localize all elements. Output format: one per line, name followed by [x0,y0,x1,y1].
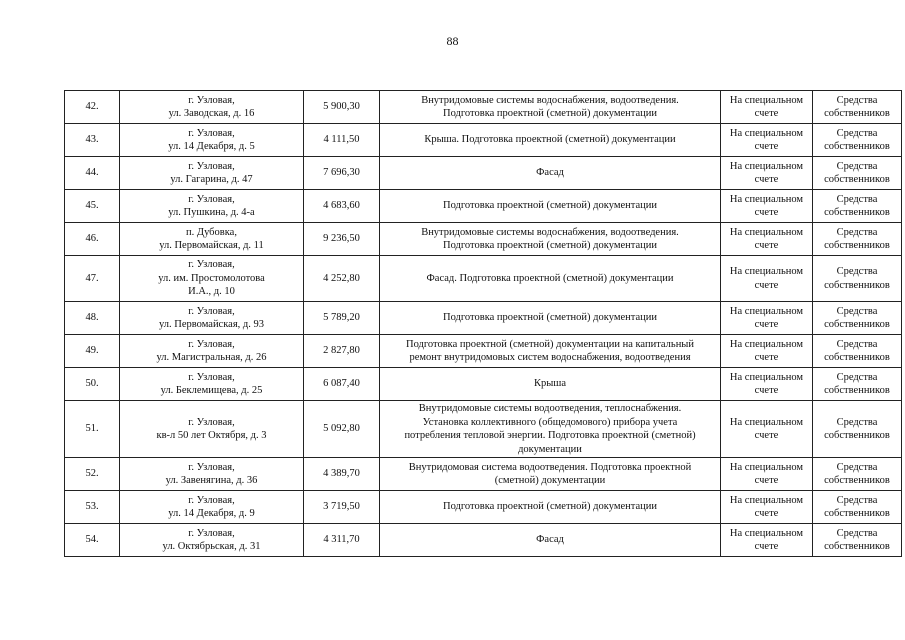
src-line: собственников [824,541,890,552]
acct-line: На специальном [729,416,804,428]
src-line: собственников [824,352,890,363]
funding-source-cell [813,458,902,491]
acct-line: На специальном [729,461,804,473]
addr-line: ул. Октябрьская, д. 31 [162,541,261,552]
row-number: 47. [65,256,120,302]
row-number: 42. [65,91,120,124]
src-line: Средства [836,226,878,238]
works-cell [380,302,721,335]
addr-line: ул. Гагарина, д. 47 [170,174,253,185]
src-line: Средства [836,193,878,205]
table-row [65,458,902,491]
works-cell [380,458,721,491]
src-line: собственников [824,141,890,152]
acct-line: счете [754,352,779,363]
cost-cell: 4 683,60 [304,190,380,223]
address-cell [120,256,304,302]
row-number: 48. [65,302,120,335]
src-line: Средства [836,127,878,139]
works-cell [380,157,721,190]
account-cell [721,157,813,190]
cost-cell: 4 389,70 [304,458,380,491]
table-row [65,401,902,458]
funding-source-cell [813,491,902,524]
works-cell [380,256,721,302]
funding-source-cell [813,256,902,302]
addr-line: ул. 14 Декабря, д. 5 [168,141,255,152]
acct-line: счете [754,279,779,291]
address-cell [120,124,304,157]
works-line: ремонт внутридомовых систем водоснабжения, водоотведения [409,352,691,363]
addr-line: г. Узловая, [188,160,235,172]
address-cell [120,302,304,335]
acct-line: На специальном [729,527,804,539]
works-line: потребления тепловой энергии. Подготовка проектной (сметной) [404,430,696,441]
address-cell [120,91,304,124]
works-cell [380,124,721,157]
acct-line: На специальном [729,193,804,205]
works-line: Внутридомовые системы водоотведения, теплоснабжения. [418,403,682,414]
works-line: (сметной) документации [494,475,606,486]
addr-line: г. Узловая, [188,259,235,271]
src-line: собственников [824,508,890,519]
row-number: 54. [65,524,120,557]
acct-line: На специальном [729,127,804,139]
address-cell [120,368,304,401]
addr-line: г. Узловая, [188,371,235,383]
cost-cell: 4 311,70 [304,524,380,557]
addr-line: ул. Пушкина, д. 4-а [168,207,255,218]
funding-source-cell [813,124,902,157]
funding-source-cell [813,91,902,124]
acct-line: счете [754,141,779,152]
acct-line: На специальном [729,160,804,172]
funding-source-cell [813,401,902,458]
src-line: Средства [836,461,878,473]
works-line: Подготовка проектной (сметной) документации [443,501,657,513]
works-line: Крыша [533,378,567,390]
addr-line: г. Узловая, [188,416,235,428]
works-line: Установка коллективного (общедомового) прибора учета [422,416,678,428]
src-line: собственников [824,319,890,330]
address-cell [120,458,304,491]
funding-source-cell [813,368,902,401]
works-line: Внутридомовые системы водоснабжения, водоотведения. [421,94,679,106]
cost-cell: 4 252,80 [304,256,380,302]
account-cell [721,256,813,302]
account-cell [721,190,813,223]
table-row [65,335,902,368]
works-cell [380,190,721,223]
page-number: 88 [446,34,459,48]
table-row [65,368,902,401]
table-row [65,190,902,223]
address-cell [120,401,304,458]
works-cell [380,223,721,256]
funding-source-cell [813,223,902,256]
account-cell [721,524,813,557]
works-cell [380,368,721,401]
row-number: 49. [65,335,120,368]
works-line: Внутридомовая система водоотведения. Подготовка проектной [408,461,692,473]
src-line: Средства [836,305,878,317]
funding-source-cell [813,524,902,557]
table-row [65,302,902,335]
cost-cell: 5 900,30 [304,91,380,124]
works-line: Подготовка проектной (сметной) документации на капитальный [406,338,694,350]
cost-cell: 5 092,80 [304,401,380,458]
src-line: Средства [836,266,878,277]
src-line: собственников [824,108,890,119]
src-line: Средства [836,94,878,106]
account-cell [721,458,813,491]
addr-line: кв-л 50 лет Октября, д. 3 [156,430,267,441]
acct-line: счете [754,475,779,486]
account-cell [721,223,813,256]
src-line: собственников [824,174,890,185]
works-line: Фасад. Подготовка проектной (сметной) документации [426,272,674,284]
acct-line: На специальном [729,494,804,506]
cost-cell: 4 111,50 [304,124,380,157]
src-line: Средства [836,416,878,428]
row-number: 43. [65,124,120,157]
works-line: Фасад [536,167,564,179]
addr-line: ул. Магистральная, д. 26 [156,352,267,363]
addr-line: ул. Первомайская, д. 11 [159,240,264,251]
src-line: собственников [824,430,890,441]
addr-line: г. Узловая, [188,305,235,317]
src-line: Средства [836,527,878,539]
account-cell [721,124,813,157]
addr-line: ул. Заводская, д. 16 [168,108,255,119]
src-line: Средства [836,494,878,506]
row-number: 44. [65,157,120,190]
account-cell [721,335,813,368]
addr-line: г. Узловая, [188,461,235,473]
works-line: Подготовка проектной (сметной) документации [443,240,657,251]
works-cell [380,335,721,368]
addr-line: г. Узловая, [188,527,235,539]
works-line: Фасад [536,534,564,546]
acct-line: На специальном [729,94,804,106]
addr-line: И.А., д. 10 [188,286,235,298]
funding-source-cell [813,302,902,335]
works-line: документации [518,443,582,455]
src-line: собственников [824,475,890,486]
works-cell [380,401,721,458]
addr-line: ул. Завенягина, д. 36 [165,475,258,486]
addr-line: ул. Беклемищева, д. 25 [160,385,263,396]
works-line: Подготовка проектной (сметной) документации [443,312,657,324]
funding-source-cell [813,190,902,223]
acct-line: счете [754,174,779,185]
table-row [65,256,902,302]
addr-line: г. Узловая, [188,193,235,205]
acct-line: На специальном [729,338,804,350]
acct-line: счете [754,207,779,218]
row-number: 53. [65,491,120,524]
address-cell [120,491,304,524]
acct-line: счете [754,541,779,552]
row-number: 46. [65,223,120,256]
src-line: Средства [836,160,878,172]
row-number: 51. [65,401,120,458]
acct-line: счете [754,385,779,396]
account-cell [721,401,813,458]
account-cell [721,491,813,524]
works-line: Подготовка проектной (сметной) документации [443,200,657,212]
works-line: Внутридомовые системы водоснабжения, водоотведения. [421,226,679,238]
acct-line: На специальном [729,371,804,383]
address-cell [120,335,304,368]
works-cell [380,491,721,524]
address-cell [120,190,304,223]
addr-line: ул. им. Простомолотова [158,272,265,284]
works-line: Подготовка проектной (сметной) документации [443,108,657,119]
address-cell [120,157,304,190]
cost-cell: 3 719,50 [304,491,380,524]
row-number: 50. [65,368,120,401]
table-row [65,157,902,190]
repair-registry-table [64,90,902,557]
addr-line: ул. 14 Декабря, д. 9 [168,508,255,519]
cost-cell: 7 696,30 [304,157,380,190]
cost-cell: 5 789,20 [304,302,380,335]
addr-line: ул. Первомайская, д. 93 [159,319,264,330]
account-cell [721,368,813,401]
acct-line: На специальном [729,266,804,277]
account-cell [721,302,813,335]
acct-line: счете [754,508,779,519]
table-row [65,91,902,124]
acct-line: счете [754,240,779,251]
src-line: Средства [836,338,878,350]
table-row [65,491,902,524]
cost-cell: 9 236,50 [304,223,380,256]
addr-line: г. Узловая, [188,494,235,506]
table-row [65,124,902,157]
table-body [65,91,902,557]
table-row [65,223,902,256]
acct-line: На специальном [729,226,804,238]
works-line: Крыша. Подготовка проектной (сметной) документации [424,134,676,146]
row-number: 52. [65,458,120,491]
src-line: собственников [824,385,890,396]
addr-line: г. Узловая, [188,127,235,139]
addr-line: п. Дубовка, [186,226,237,238]
address-cell [120,223,304,256]
acct-line: счете [754,430,779,441]
works-cell [380,91,721,124]
acct-line: счете [754,319,779,330]
src-line: собственников [824,279,890,291]
cost-cell: 6 087,40 [304,368,380,401]
cost-cell: 2 827,80 [304,335,380,368]
src-line: собственников [824,207,890,218]
src-line: собственников [824,240,890,251]
table-row [65,524,902,557]
acct-line: На специальном [729,305,804,317]
acct-line: счете [754,108,779,119]
src-line: Средства [836,371,878,383]
account-cell [721,91,813,124]
row-number: 45. [65,190,120,223]
addr-line: г. Узловая, [188,338,235,350]
works-cell [380,524,721,557]
addr-line: г. Узловая, [188,94,235,106]
funding-source-cell [813,157,902,190]
funding-source-cell [813,335,902,368]
address-cell [120,524,304,557]
